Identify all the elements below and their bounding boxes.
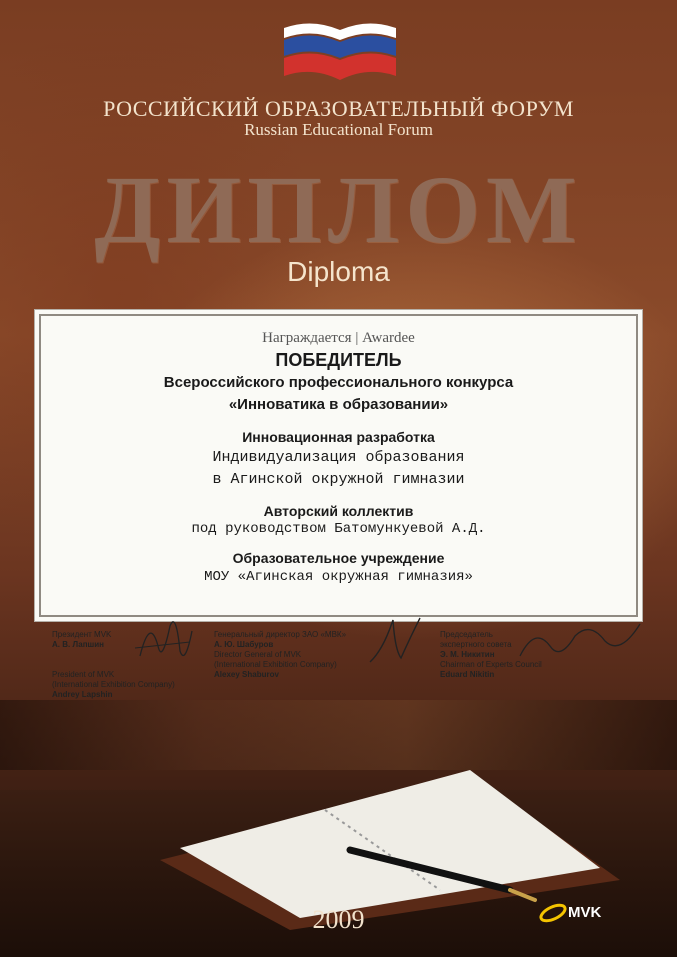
diploma-year: 2009 [312, 905, 365, 934]
certificate-panel [34, 309, 643, 622]
signer-3-title-ru-1: Председатель [440, 630, 493, 639]
signer-1-name-en: Andrey Lapshin [52, 690, 113, 699]
diploma-title-ru: ДИПЛОМ [94, 156, 583, 263]
winner-title: ПОБЕДИТЕЛЬ [275, 350, 402, 370]
signer-1-title-en: President of MVK [52, 670, 115, 679]
institution-heading: Образовательное учреждение [232, 550, 445, 566]
signer-1-title-ru: Президент MVK [52, 630, 112, 639]
forum-name-ru: РОССИЙСКИЙ ОБРАЗОВАТЕЛЬНЫЙ ФОРУМ [103, 96, 574, 121]
awardee-label: Награждается | Awardee [262, 330, 415, 346]
mvk-logo-icon [538, 898, 568, 928]
authors-heading: Авторский коллектив [263, 503, 414, 519]
development-line-2: в Агинской окружной гимназии [212, 471, 465, 488]
signer-2-name-ru: А. Ю. Шабуров [214, 640, 274, 649]
diploma-title-en: Diploma [287, 256, 390, 287]
institution-value: МОУ «Агинская окружная гимназия» [204, 569, 473, 585]
forum-name-en: Russian Educational Forum [244, 120, 433, 139]
authors-value: под руководством Батомункуевой А.Д. [191, 521, 486, 537]
signer-2-title-ru: Генеральный директор ЗАО «МВК» [214, 630, 347, 639]
signature-1-scribble [130, 606, 200, 676]
signer-1-company-en: (International Exhibition Company) [52, 680, 175, 689]
signatures-area [0, 606, 677, 716]
signer-1-name-ru: А. В. Лапшин [52, 640, 104, 649]
signature-2-scribble [365, 610, 425, 670]
signer-2-company-en: (International Exhibition Company) [214, 660, 337, 669]
development-heading: Инновационная разработка [242, 429, 435, 445]
signature-3-scribble [515, 616, 645, 666]
contest-line-1: Всероссийского профессионального конкурса [163, 374, 514, 391]
mvk-logo-text: MVK [568, 904, 602, 921]
signer-3-name-ru: Э. М. Никитин [440, 650, 495, 659]
contest-line-2: «Инноватика в образовании» [228, 396, 449, 413]
signer-3-name-en: Eduard Nikitin [440, 670, 495, 679]
signature-2 [214, 630, 346, 680]
signer-3-title-ru-2: экспертного совета [440, 640, 512, 649]
signer-3-title-en: Chairman of Experts Council [440, 660, 542, 669]
signer-2-title-en: Director General of MVK [214, 650, 302, 659]
signer-2-name-en: Alexey Shaburov [214, 670, 279, 679]
development-line-1: Индивидуализация образования [212, 449, 465, 466]
forum-flag-book-logo [280, 18, 400, 86]
